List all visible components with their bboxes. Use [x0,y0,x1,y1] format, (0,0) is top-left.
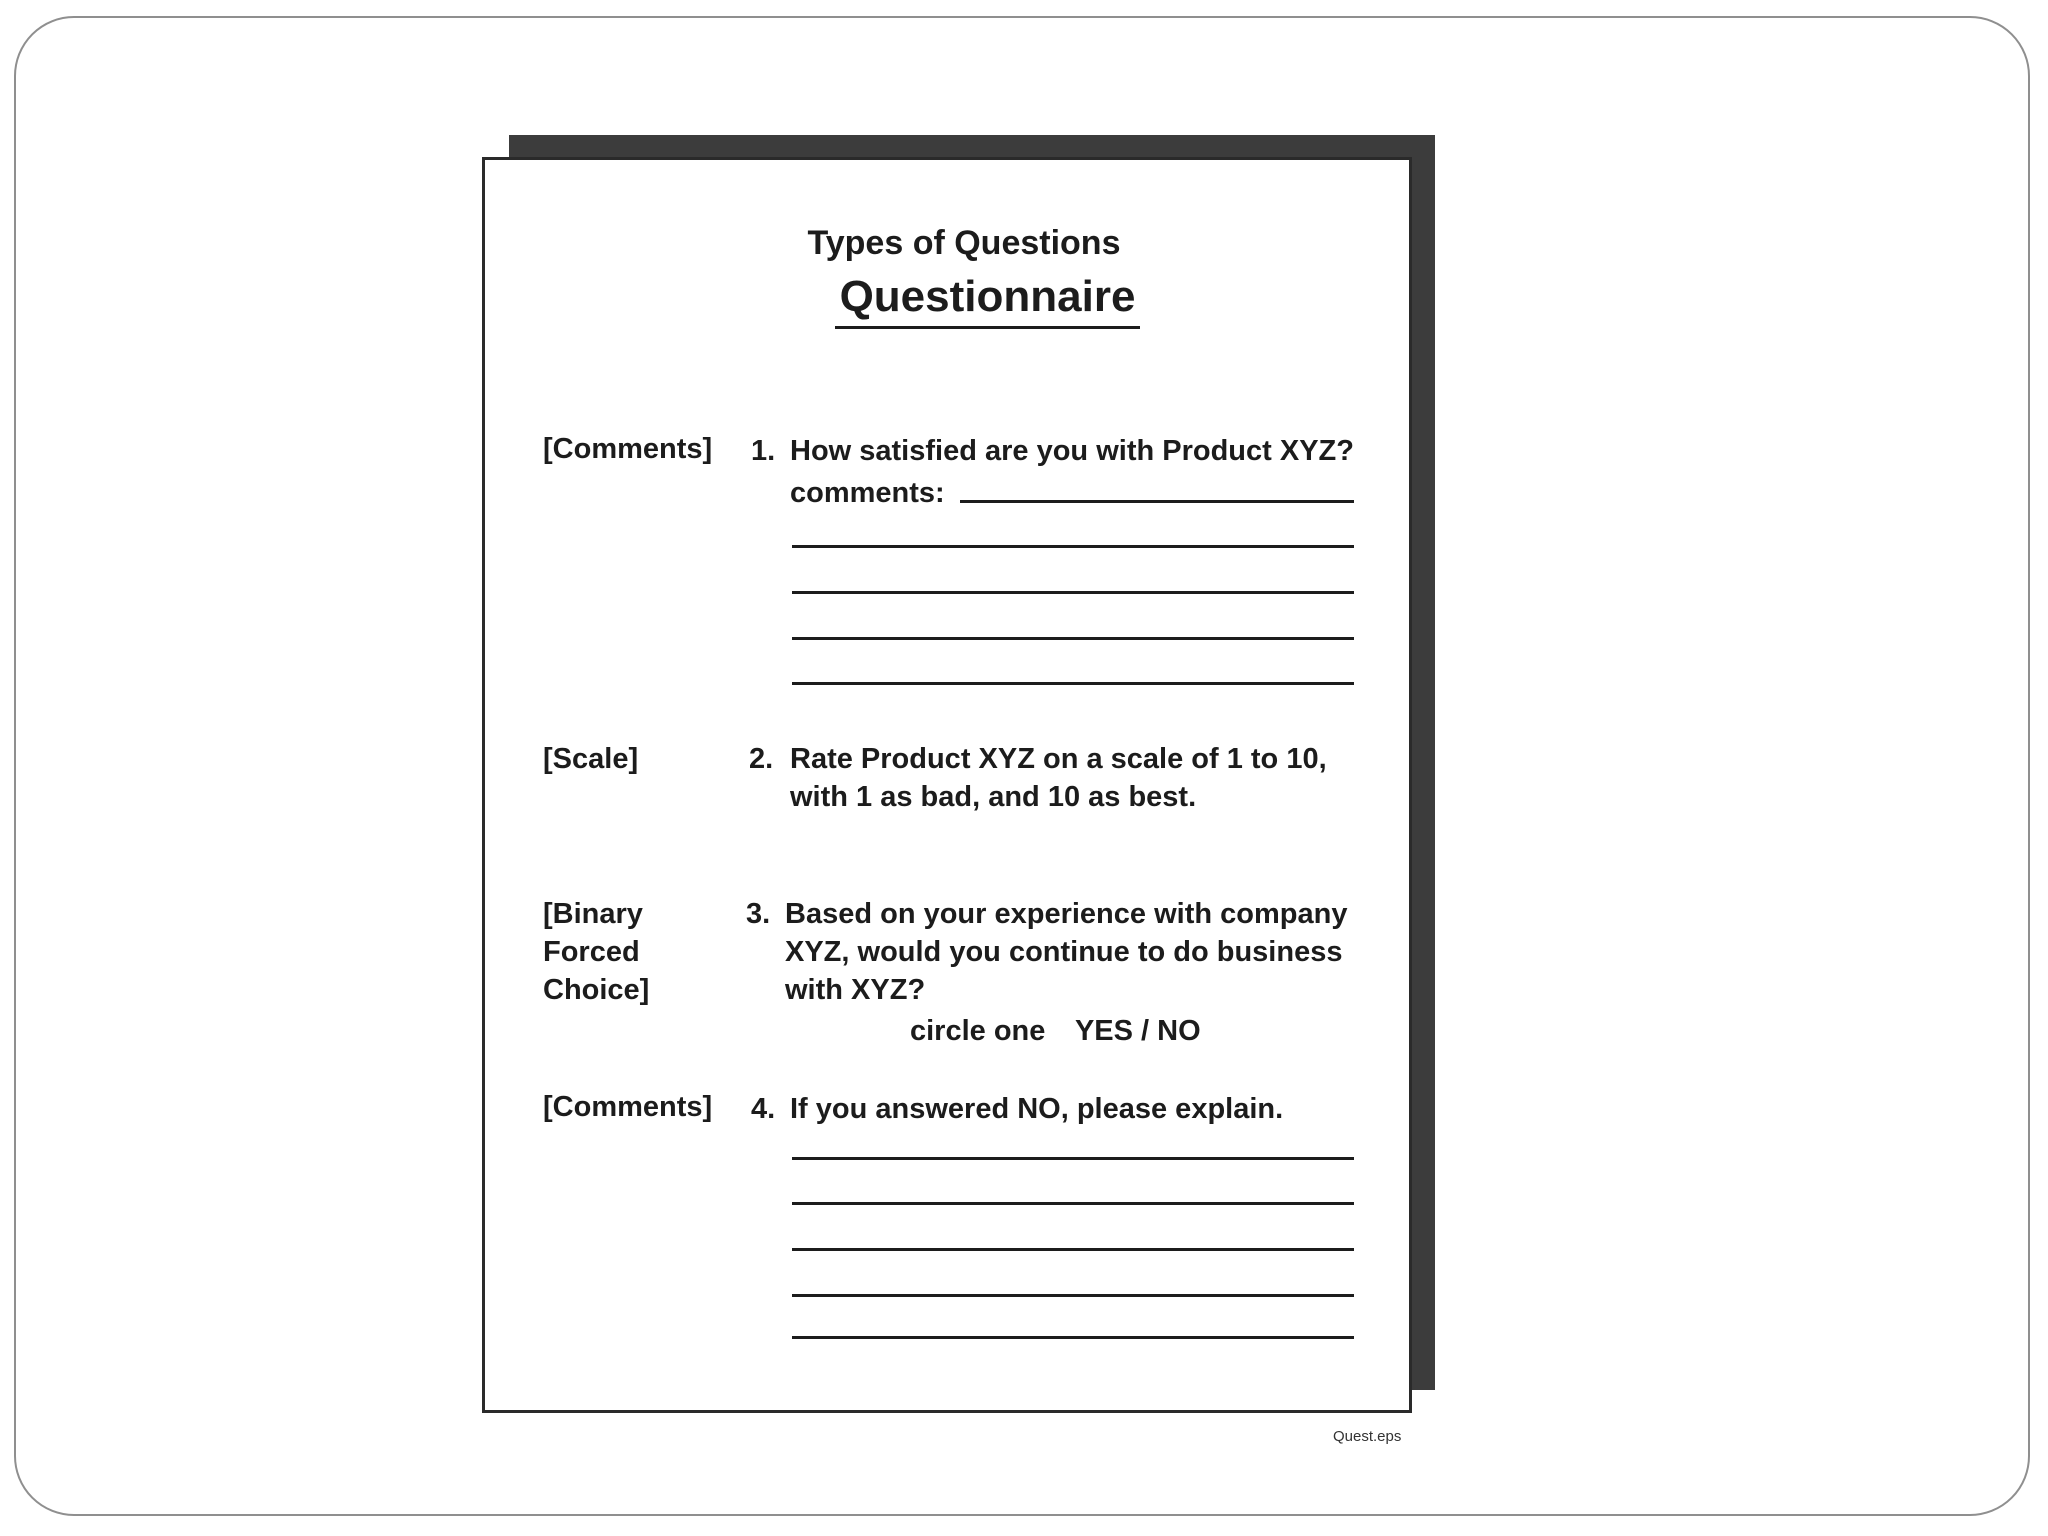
question-3-choice-options[interactable]: YES / NO [1074,1015,1201,1047]
question-1-answer-line[interactable] [792,591,1354,594]
document-title: Types of Questions [807,224,1121,262]
question-2-type-label: [Scale] [543,743,639,775]
questionnaire-page [482,157,1412,1413]
document-heading: Questionnaire [835,272,1140,329]
question-3-type-label [543,895,649,1009]
file-label: Quest.eps [1333,1428,1402,1445]
question-3-type-label-line: Choice] [543,974,650,1006]
question-3-choice-prompt: circle one [910,1015,1046,1047]
question-4-answer-line[interactable] [792,1157,1354,1160]
question-3-choice-row [910,1015,1223,1048]
question-1-number: 1. [751,435,776,467]
question-3-number: 3. [746,898,771,930]
question-4-answer-line[interactable] [792,1336,1354,1339]
question-3-type-label-line: Forced [543,936,640,968]
question-2-text: Rate Product XYZ on a scale of 1 to 10, with 1 as bad, and 10 as best. [790,743,1327,813]
question-1-answer-line[interactable] [792,545,1354,548]
question-4-answer-line[interactable] [792,1248,1354,1251]
question-1-type-label: [Comments] [543,433,713,465]
question-4-text: If you answered NO, please explain. [790,1093,1284,1125]
question-1-answer-line[interactable] [792,637,1354,640]
question-1-comments-label: comments: [790,477,945,509]
question-1-answer-line[interactable] [960,500,1354,503]
question-1-answer-line[interactable] [792,682,1354,685]
question-4-answer-line[interactable] [792,1202,1354,1205]
question-3-type-label-line: [Binary [543,898,643,930]
question-1-text: How satisfied are you with Product XYZ? [790,435,1354,467]
question-2-number: 2. [749,743,774,775]
question-4-number: 4. [751,1093,776,1125]
question-4-answer-line[interactable] [792,1294,1354,1297]
question-4-type-label: [Comments] [543,1091,713,1123]
question-3-text: Based on your experience with company XYZ, would you continue to do business with XYZ? [785,898,1348,1006]
